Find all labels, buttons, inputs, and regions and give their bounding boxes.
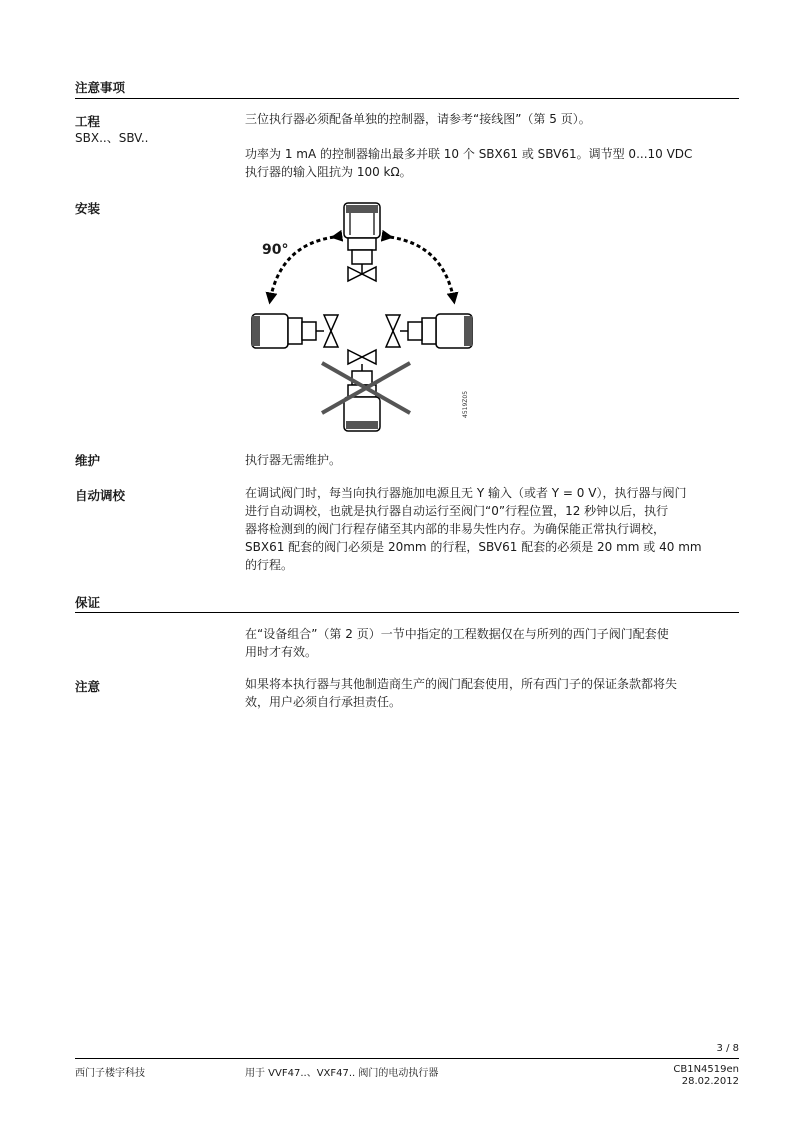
section-rule xyxy=(75,98,739,99)
engineering-label: 工程 xyxy=(75,114,101,129)
page-number: 3 / 8 xyxy=(716,1043,739,1054)
warranty-paragraph xyxy=(245,625,740,661)
calibration-paragraph xyxy=(245,484,740,574)
calibration-line: 器将检测到的阀门行程存储至其内部的非易失性内存。为确保能正常执行调校， xyxy=(245,522,666,536)
warranty-line: 在“设备组合”（第 2 页）一节中指定的工程数据仅在与所列的西门子阀门配套使 xyxy=(245,627,669,641)
figure-code: 4519Z05 xyxy=(462,390,469,418)
section-title-warranty: 保证 xyxy=(75,595,101,610)
note-line: 效，用户必须自行承担责任。 xyxy=(245,695,402,709)
rotation-arrow-right xyxy=(390,237,454,301)
warranty-line: 用时才有效。 xyxy=(245,645,318,659)
footer-rule xyxy=(75,1058,739,1059)
note-line: 如果将本执行器与其他制造商生产的阀门配套使用，所有西门子的保证条款都将失 xyxy=(245,677,678,691)
calibration-line: 进行自动调校，也就是执行器自动运行至阀门“0”行程位置，12 秒钟以后，执行 xyxy=(245,504,669,518)
installation-label: 安装 xyxy=(75,201,101,216)
footer-date: 28.02.2012 xyxy=(681,1076,739,1087)
engineering-paragraph-2 xyxy=(245,145,740,181)
footer-company: 西门子楼宇科技 xyxy=(75,1068,145,1079)
note-label: 注意 xyxy=(75,679,101,694)
actuator-right xyxy=(386,314,472,348)
section-rule xyxy=(75,612,739,613)
calibration-label: 自动调校 xyxy=(75,488,126,503)
engineering-paragraph-2-line: 功率为 1 mA 的控制器输出最多并联 10 个 SBX61 或 SBV61。调节型 0...10 VDC xyxy=(245,147,693,161)
engineering-paragraph-1: 三位执行器必须配备单独的控制器，请参考“接线图”（第 5 页）。 xyxy=(245,112,591,126)
footer-product: 用于 VVF47..、VXF47.. 阀门的电动执行器 xyxy=(245,1068,439,1079)
calibration-line: 的行程。 xyxy=(245,558,294,572)
section-title-notes: 注意事项 xyxy=(75,80,126,95)
rotation-angle-label: 90° xyxy=(262,242,289,258)
maintenance-label: 维护 xyxy=(75,453,101,468)
installation-diagram xyxy=(240,195,480,435)
calibration-line: 在调试阀门时，每当向执行器施加电源且无 Y 输入（或者 Y = 0 V），执行器与阀门 xyxy=(245,486,687,500)
calibration-line: SBX61 配套的阀门必须是 20mm 的行程，SBV61 配套的必须是 20 mm 或 40 mm xyxy=(245,540,702,554)
engineering-paragraph-2-line: 执行器的输入阻抗为 100 kΩ。 xyxy=(245,165,412,179)
actuator-top xyxy=(344,203,380,281)
engineering-sublabel: SBX..、SBV.. xyxy=(75,131,149,145)
footer-doc-number: CB1N4519en xyxy=(673,1064,739,1075)
maintenance-text: 执行器无需维护。 xyxy=(245,453,342,467)
actuator-left xyxy=(252,314,338,348)
note-paragraph xyxy=(245,675,740,711)
